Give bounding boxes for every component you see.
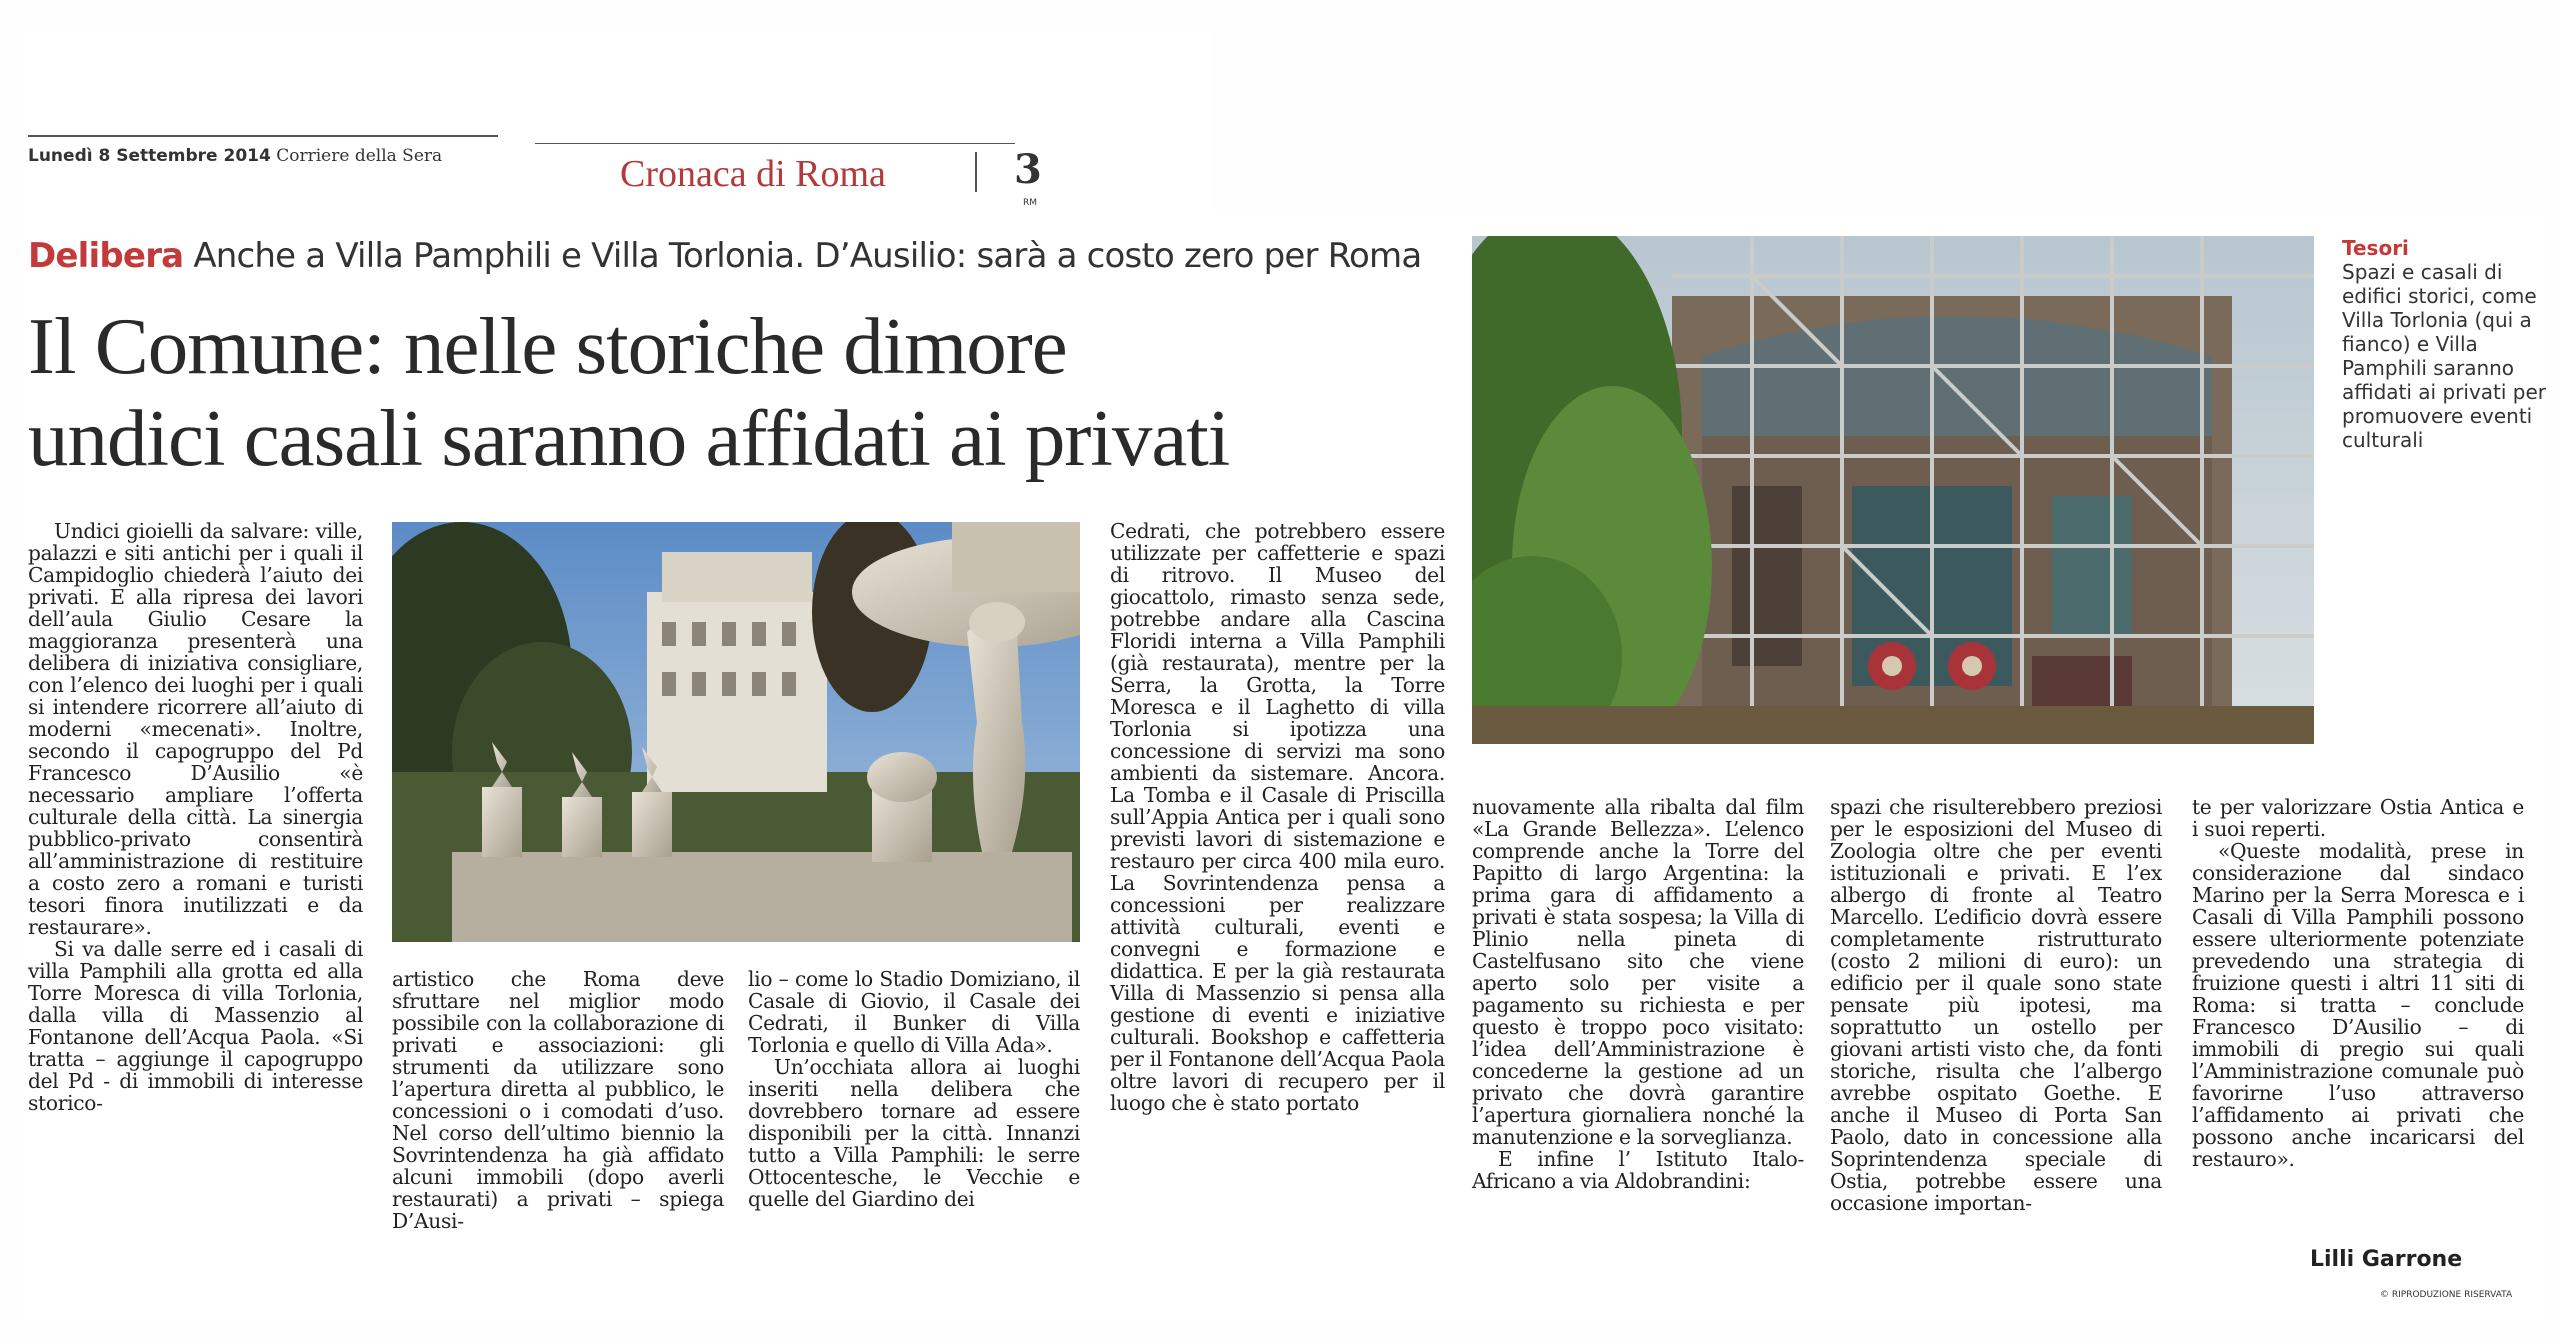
kicker-text: Anche a Villa Pamphili e Villa Torlonia. D’Ausilio: sarà a costo zero per Roma <box>193 236 1422 276</box>
kicker <box>28 236 1421 276</box>
article-column-2 <box>392 968 724 1232</box>
article-paragraph: lio – come lo Stadio Domiziano, il Casale di Giovio, il Casale dei Cedrati, il Bunker di Villa Torlonia e quello di Villa Ada». <box>748 967 1080 1057</box>
article-column-7 <box>2192 796 2524 1170</box>
article-column-3 <box>748 968 1080 1210</box>
photo-villa-pamphili <box>392 522 1080 942</box>
byline: Lilli Garrone <box>2310 1247 2463 1272</box>
masthead-paper: Corriere della Sera <box>276 146 443 166</box>
article-paragraph: Si va dalle serre ed i casali di villa Pamphili alla grotta ed alla Torre Moresca di villa Torlonia, dalla villa di Massenzio al Fontanone dell’Acqua Paola. «Si tratta – aggiunge il capogruppo del Pd - di immobili di interesse storico- <box>28 937 363 1115</box>
article-column-5 <box>1472 796 1804 1192</box>
article-paragraph: E infine l’ Istituto Italo-Africano a via Aldobrandini: <box>1472 1147 1804 1193</box>
masthead-date-line <box>28 146 442 166</box>
page-code: RM <box>1023 198 1038 208</box>
photo-villa-torlonia <box>1472 236 2314 744</box>
article-paragraph: te per valorizzare Ostia Antica e i suoi reperti. <box>2192 795 2524 841</box>
article-column-1 <box>28 520 363 1114</box>
masthead-date: Lunedì 8 Settembre 2014 <box>28 146 271 166</box>
headline-line-1: Il Comune: nelle storiche dimore <box>28 301 1067 391</box>
copyright-notice: © RIPRODUZIONE RISERVATA <box>2380 1290 2513 1300</box>
article-column-6 <box>1830 796 2162 1214</box>
article-paragraph: nuovamente alla ribalta dal film «La Grande Bellezza». L’elenco comprende anche la Torre del Papitto di largo Argentina: la prima gara di affidamento a privati è stata sospesa; la Villa di Plinio nella pineta di Castelfusano sito che viene aperto solo per visite a pagamento su richiesta e per questo è troppo poco visitato: l’idea dell’Amministrazione è concederne la gestione ad un privato che dovrà garantire l’apertura giornaliera nonché la manutenzione e la sorveglianza. <box>1472 795 1804 1149</box>
article-paragraph: Undici gioielli da salvare: ville, palazzi e siti antichi per i quali il Campidoglio chiederà l’aiuto dei privati. E alla ripresa dei lavori dell’aula Giulio Cesare la maggioranza presenterà una delibera di iniziativa consigliare, con l’elenco dei luoghi per i quali si intendere ricorrere all’aiuto di moderni «mecenati». Inoltre, secondo il capogruppo del Pd Francesco D’Ausilio «è necessario ampliare l’offerta culturale della città. La sinergia pubblico-privato consentirà all’amministrazione di restituire a costo zero a romani e turisti tesori finora inutilizzati e da restaurare». <box>28 519 363 939</box>
headline <box>28 300 1229 484</box>
article-paragraph: «Queste modalità, prese in considerazione dal sindaco Marino per la Serra Moresca e i Casali di Villa Pamphili possono essere ulteriormente potenziate prevedendo una strategia di fruizione questi i altri 11 siti di Roma: si tratta – conclude Francesco D’Ausilio – di immobili di pregio sui quali l’Amministrazione comunale può favorirne l’uso attraverso l’affidamento ai privati che possono anche incaricarsi del restauro». <box>2192 839 2524 1171</box>
caption-text: Spazi e casali di edifici storici, come Villa Torlonia (qui a fianco) e Villa Pamphili saranno affidati ai privati per promuovere eventi culturali <box>2342 260 2547 452</box>
headline-line-2: undici casali saranno affidati ai privati <box>28 393 1230 483</box>
article-paragraph: Cedrati, che potrebbero essere utilizzate per caffetterie e spazi di ritrovo. Il Museo del giocattolo, rimasto senza sede, potrebbe andare alla Cascina Floridi interna a Villa Pamphili (già restaurata), mentre per la Serra, la Grotta, la Torre Moresca e il Laghetto di villa Torlonia si ipotizza una concessione di servizi ma sono ambienti da sistemare. Ancora. La Tomba e il Casale di Priscilla sull’Appia Antica per i quali sono previsti lavori di sistemazione e restauro per circa 400 mila euro. La Sovrintendenza pensa a concessioni per realizzare attività culturali, eventi e convegni e formazione e didattica. E per la già restaurata Villa di Massenzio si pensa alla gestione di eventi e iniziative culturali. Bookshop e caffetteria per il Fontanone dell’Acqua Paola oltre lavori di recupero per il luogo che è stato portato <box>1110 519 1445 1115</box>
masthead-rule-left <box>28 135 498 137</box>
caption-title: Tesori <box>2342 236 2409 260</box>
photo-caption <box>2342 236 2552 452</box>
article-column-4 <box>1110 520 1445 1114</box>
masthead-divider <box>975 152 977 192</box>
article-paragraph: artistico che Roma deve sfruttare nel miglior modo possibile con la collaborazione di privati e associazioni: gli strumenti da utilizzare sono l’apertura diretta al pubblico, le concessioni o i comodati d’uso. Nel corso dell’ultimo biennio la Sovrintendenza ha già affidato alcuni immobili (dopo averli restaurati) a privati – spiega D’Ausi- <box>392 967 724 1233</box>
section-title: Cronaca di Roma <box>620 153 886 195</box>
villa-pamphili-illustration <box>392 522 1080 942</box>
kicker-label: Delibera <box>28 236 184 276</box>
article-paragraph: spazi che risulterebbero preziosi per le esposizioni del Museo di Zoologia oltre che per eventi istituzionali e privati. E l’ex albergo di fronte al Teatro Marcello. L’edificio dovrà essere completamente ristrutturato (costo 2 milioni di euro): un edificio per il quale sono state pensate più ipotesi, ma soprattutto un ostello per giovani artisti visto che, da fonti storiche, risulta che l’albergo avrebbe ospitato Goethe. E anche il Museo di Porta San Paolo, dato in concessione alla Soprintendenza speciale di Ostia, potrebbe essere una occasione importan- <box>1830 795 2162 1215</box>
page-number: 3 <box>1014 146 1042 193</box>
villa-torlonia-illustration <box>1472 236 2314 744</box>
masthead-rule-right <box>535 143 1015 144</box>
article-paragraph: Un’occhiata allora ai luoghi inseriti nella delibera che dovrebbero tornare ad essere disponibili per la città. Innanzi tutto a Villa Pamphili: le serre Ottocentesche, le Vecchie e quelle del Giardino dei <box>748 1055 1080 1211</box>
